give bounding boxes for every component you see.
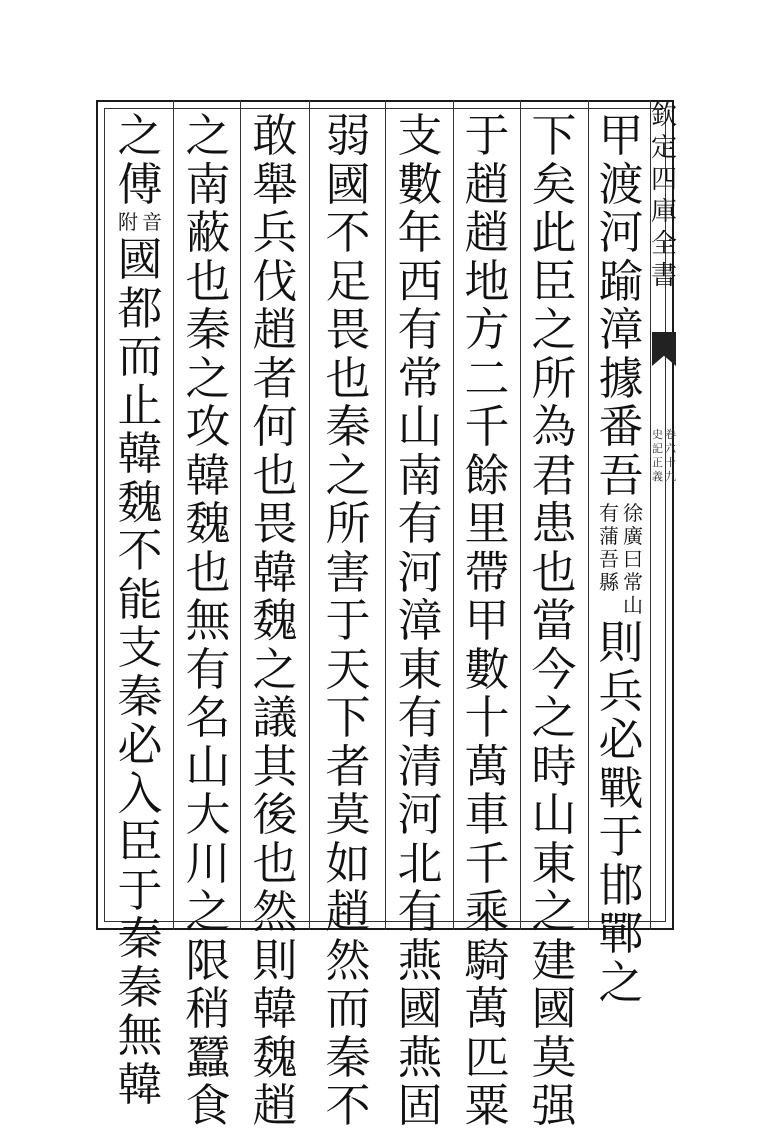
text-char: 魏: [117, 475, 163, 529]
text-char: 畏: [325, 303, 371, 356]
text-char: 兵: [598, 664, 644, 718]
text-char: 甲: [464, 594, 510, 647]
text-char: 北: [397, 836, 443, 890]
text-char: 則: [598, 616, 644, 669]
margin-volume-char: 史: [652, 428, 663, 441]
text-char: 有: [397, 691, 443, 744]
text-char: 也: [531, 545, 577, 599]
text-char: 秦: [117, 669, 163, 723]
text-char: 所: [531, 351, 577, 405]
margin-title-char: 四: [650, 165, 677, 195]
text-char: 方: [464, 303, 510, 356]
text-char: 如: [325, 836, 371, 890]
text-char: 名: [185, 691, 231, 744]
text-char: 國: [325, 157, 371, 211]
text-char: 也: [252, 448, 298, 502]
text-char: 其: [252, 739, 298, 793]
text-char: 千: [464, 836, 510, 890]
margin-volume: [652, 428, 676, 484]
text-char: 南: [397, 448, 443, 502]
text-char: 河: [397, 545, 443, 599]
text-char: 地: [464, 254, 510, 308]
text-char: 清: [397, 739, 443, 793]
text-char: 川: [185, 836, 231, 890]
text-char: 為: [531, 400, 577, 453]
text-char: 必: [117, 718, 163, 771]
text-char: 有: [185, 642, 231, 696]
text-char: 邯: [598, 858, 644, 912]
margin-book-title: [650, 100, 678, 292]
text-char: 有: [397, 497, 443, 550]
text-char: 食: [185, 1079, 231, 1132]
text-char: 都: [117, 281, 163, 335]
text-char: 漳: [397, 594, 443, 647]
text-char: 支: [397, 109, 443, 162]
margin-volume-char: 記: [652, 442, 663, 455]
text-char: 莫: [325, 788, 371, 841]
text-char: 匹: [464, 1030, 510, 1084]
text-char: 天: [325, 642, 371, 696]
text-column-8: [110, 109, 170, 1111]
column-divider: [588, 100, 589, 930]
text-char: 足: [325, 254, 371, 308]
text-char: 建: [531, 933, 577, 987]
margin-title-char: 定: [650, 133, 677, 163]
text-char: 患: [531, 497, 577, 550]
text-char: 稍: [185, 982, 231, 1035]
text-char: 萬: [464, 982, 510, 1035]
text-char: 山: [531, 788, 577, 841]
text-char: 攻: [185, 400, 231, 453]
margin-title-char: 書: [650, 261, 677, 291]
text-column-4: [390, 109, 450, 1132]
text-char: 趙: [252, 303, 298, 356]
text-char: 者: [325, 739, 371, 793]
text-char: 車: [464, 788, 510, 841]
text-char: 敢: [252, 109, 298, 162]
text-char: 當: [531, 594, 577, 647]
text-char: 議: [252, 691, 298, 744]
text-char: 南: [185, 157, 231, 211]
text-char: 然: [325, 933, 371, 987]
text-char: 數: [464, 642, 510, 696]
text-char: 秦: [325, 400, 371, 453]
note-char: 吾: [599, 547, 619, 571]
commentary-note-right: [142, 211, 162, 234]
text-char: 國: [531, 982, 577, 1035]
text-char: 東: [531, 836, 577, 890]
text-column-1: [591, 109, 651, 1009]
text-char: 矣: [531, 157, 577, 211]
text-char: 甲: [598, 109, 644, 162]
text-char: 趙: [464, 206, 510, 259]
margin-title-char: 欽: [650, 101, 677, 131]
text-char: 此: [531, 206, 577, 259]
text-char: 騎: [464, 933, 510, 987]
text-char: 也: [185, 254, 231, 308]
text-char: 韓: [117, 1057, 163, 1111]
text-char: 弱: [325, 109, 371, 162]
text-char: 莫: [531, 1030, 577, 1084]
text-char: 鄲: [598, 907, 644, 960]
text-char: 之: [185, 109, 231, 162]
note-char: 有: [599, 501, 619, 525]
text-char: 萬: [464, 739, 510, 793]
text-char: 也: [325, 351, 371, 405]
text-char: 燕: [397, 1030, 443, 1084]
text-char: 二: [464, 351, 510, 405]
text-char: 不: [325, 206, 371, 259]
note-char: 縣: [599, 570, 619, 594]
text-char: 蔽: [185, 206, 231, 259]
commentary-note: [118, 211, 162, 234]
text-char: 吾: [598, 448, 644, 502]
text-char: 番: [598, 400, 644, 453]
text-column-2: [524, 109, 584, 1132]
text-char: 魏: [252, 1030, 298, 1084]
margin-title-char: 庫: [650, 197, 677, 227]
text-column-6: [245, 109, 305, 1132]
commentary-note-right: [623, 502, 643, 617]
text-char: 有: [397, 885, 443, 938]
text-char: 踰: [598, 254, 644, 308]
text-char: 無: [117, 1009, 163, 1062]
text-char: 漳: [598, 303, 644, 356]
commentary-note-left: [599, 502, 619, 617]
commentary-note: [599, 502, 643, 617]
note-char: 常: [623, 570, 643, 594]
text-char: 有: [397, 303, 443, 356]
text-char: 蠶: [185, 1030, 231, 1084]
text-char: 之: [531, 303, 577, 356]
text-char: 渡: [598, 157, 644, 211]
text-char: 河: [598, 206, 644, 259]
text-char: 據: [598, 351, 644, 405]
text-char: 秦: [325, 1030, 371, 1084]
text-char: 國: [397, 982, 443, 1035]
text-char: 無: [185, 594, 231, 647]
text-char: 年: [397, 206, 443, 259]
text-char: 今: [531, 642, 577, 696]
margin-volume-char: 義: [652, 470, 663, 483]
text-char: 止: [117, 378, 163, 432]
text-char: 伐: [252, 254, 298, 308]
text-char: 之: [185, 351, 231, 405]
margin-volume-char: 六: [665, 442, 676, 455]
note-char: 山: [623, 593, 643, 617]
text-char: 之: [252, 642, 298, 696]
text-char: 也: [185, 545, 231, 599]
text-char: 之: [325, 448, 371, 502]
commentary-note-left: [118, 211, 138, 234]
text-char: 東: [397, 642, 443, 696]
note-char: 徐: [623, 501, 643, 525]
text-char: 害: [325, 545, 371, 599]
text-char: 里: [464, 497, 510, 550]
text-char: 韓: [117, 427, 163, 480]
text-char: 不: [117, 524, 163, 577]
note-char: 廣: [623, 524, 643, 548]
text-char: 入: [117, 766, 163, 820]
text-char: 支: [117, 621, 163, 674]
text-char: 趙: [252, 1079, 298, 1132]
text-char: 河: [397, 788, 443, 841]
text-char: 數: [397, 157, 443, 211]
text-char: 强: [531, 1079, 577, 1132]
text-char: 千: [464, 400, 510, 453]
text-char: 之: [185, 885, 231, 938]
text-char: 大: [185, 788, 231, 841]
text-char: 臣: [531, 254, 577, 308]
text-char: 韓: [252, 545, 298, 599]
text-char: 所: [325, 497, 371, 550]
text-char: 傅: [117, 157, 163, 211]
text-char: 魏: [185, 497, 231, 550]
margin-volume-col1: [665, 428, 676, 484]
text-char: 舉: [252, 157, 298, 211]
text-char: 戰: [598, 761, 644, 815]
text-char: 之: [598, 955, 644, 1009]
text-column-3: [457, 109, 517, 1132]
text-char: 下: [531, 109, 577, 162]
text-char: 後: [252, 788, 298, 841]
column-divider: [453, 100, 454, 930]
text-char: 限: [185, 933, 231, 987]
text-char: 時: [531, 739, 577, 793]
note-char: 蒲: [599, 524, 619, 548]
text-char: 下: [325, 691, 371, 744]
text-char: 則: [252, 933, 298, 987]
text-column-5: [318, 109, 378, 1132]
text-char: 韓: [185, 448, 231, 502]
text-char: 魏: [252, 594, 298, 647]
text-char: 于: [464, 109, 510, 162]
text-char: 必: [598, 713, 644, 766]
margin-title-char: 全: [650, 229, 677, 259]
column-divider: [385, 100, 386, 930]
margin-volume-char: 十: [665, 456, 676, 469]
text-char: 韓: [252, 982, 298, 1035]
text-char: 粟: [464, 1079, 510, 1132]
text-char: 山: [397, 400, 443, 453]
margin-volume-char: 九: [665, 470, 676, 483]
text-char: 餘: [464, 448, 510, 502]
text-column-7: [178, 109, 238, 1132]
text-char: 也: [252, 836, 298, 890]
text-char: 秦: [185, 303, 231, 356]
text-char: 西: [397, 254, 443, 308]
margin-volume-char: 卷: [665, 428, 676, 441]
text-char: 臣: [117, 815, 163, 868]
text-char: 常: [397, 351, 443, 405]
text-char: 乘: [464, 885, 510, 938]
text-char: 十: [464, 691, 510, 744]
text-char: 秦: [117, 912, 163, 965]
text-char: 固: [397, 1079, 443, 1132]
text-char: 國: [117, 233, 163, 286]
text-char: 趙: [325, 885, 371, 938]
text-char: 燕: [397, 933, 443, 987]
text-char: 于: [325, 594, 371, 647]
margin-volume-col2: [652, 428, 663, 484]
text-char: 之: [531, 691, 577, 744]
text-char: 何: [252, 400, 298, 453]
text-char: 秦: [117, 960, 163, 1014]
text-char: 而: [117, 330, 163, 383]
note-char: 曰: [623, 547, 643, 571]
text-char: 于: [598, 810, 644, 863]
text-char: 趙: [464, 157, 510, 211]
margin-volume-char: 正: [652, 456, 663, 469]
text-char: 君: [531, 448, 577, 502]
column-divider: [309, 100, 310, 930]
note-char: 附: [118, 210, 138, 234]
text-char: 于: [117, 863, 163, 917]
text-char: 然: [252, 885, 298, 938]
text-char: 者: [252, 351, 298, 405]
text-char: 能: [117, 572, 163, 626]
text-char: 山: [185, 739, 231, 793]
text-char: 兵: [252, 206, 298, 259]
column-divider: [240, 100, 241, 930]
text-char: 而: [325, 982, 371, 1035]
note-char: 音: [142, 210, 162, 234]
column-divider: [520, 100, 521, 930]
text-char: 之: [117, 109, 163, 162]
text-char: 之: [531, 885, 577, 938]
column-divider: [173, 100, 174, 930]
text-char: 畏: [252, 497, 298, 550]
text-char: 帶: [464, 545, 510, 599]
text-char: 不: [325, 1079, 371, 1132]
